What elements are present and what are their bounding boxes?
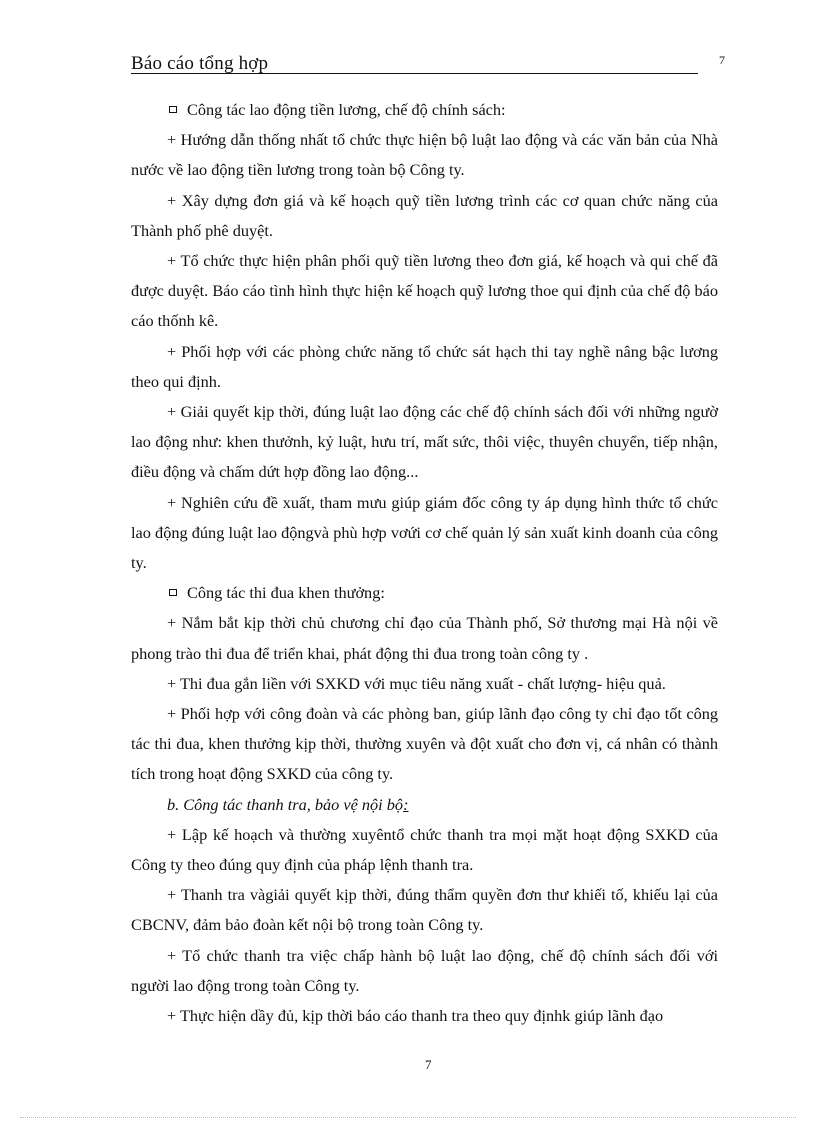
square-bullet-icon [169,106,177,113]
paragraph: + Lập kế hoạch và thường xuyêntổ chức thanh tra mọi mặt hoạt động SXKD của Công ty theo đúng quy định của pháp lệnh thanh tra. [131,824,718,875]
header-title: Báo cáo tổng hợp [131,53,269,74]
paragraph: + Phối hợp với các phòng chức năng tổ chức sát hạch thi tay nghề nâng bậc lương theo qui định. [131,341,718,391]
page-bottom-divider [20,1117,796,1118]
paragraph: + Thi đua gắn liền với SXKD với mục tiêu năng xuất - chất lượng- hiệu quả. [167,673,666,693]
bullet-item-labor [131,95,718,125]
paragraph: + Hướng dẫn thống nhất tổ chức thực hiện bộ luật lao động và các văn bản của Nhà nước về lao động tiền lương trong toàn bộ Công ty. [131,130,718,180]
section-heading-text: b. Công tác thanh tra, bảo vệ nội bộ [167,794,404,814]
bullet-item-label: Công tác lao động tiền lương, chế độ chính sách: [187,100,506,119]
section-heading-b [131,790,718,820]
paragraph: + Phối hợp với công đoàn và các phòng ban, giúp lãnh đạo công ty chỉ đạo tốt công tác thi đua, khen thưởng kịp thời, thường xuyên và đột xuất cho đơn vị, cá nhân có thành tích trong hoạt động SXKD của công ty. [131,704,718,784]
header-page-number: 7 [719,53,725,67]
paragraph: + Thanh tra vàgiải quyết kịp thời, đúng thẩm quyền đơn thư khiếi tố, khiếu lại của CBCNV, đảm bảo đoàn kết nội bộ trong toàn Công ty. [131,885,718,935]
header-rule [131,73,698,74]
bullet-item-emulation [131,578,718,608]
paragraph: + Nắm bắt kịp thời chủ chương chỉ đạo của Thành phố, Sở thương mại Hà nội về phong trào thi đua để triển khai, phát động thi đua trong toàn công ty . [131,613,718,663]
paragraph: + Nghiên cứu đề xuất, tham mưu giúp giám đốc công ty áp dụng hình thức tổ chức lao động đúng luật lao độngvà phù hợp vơứi cơ chế quản lý sản xuất kinh doanh của công ty. [131,492,718,573]
paragraph: + Giải quyết kịp thời, đúng luật lao động các chế độ chính sách đối với những ngườ lao động như: khen thưởnh, kỷ luật, hưu trí, mất sức, thôi việc, thuyên chuyển, tiếp nhận, điều động và chấm dứt hợp đồng lao động... [131,402,718,482]
square-bullet-icon [169,589,177,596]
document-body [131,95,718,1031]
footer-page-number: 7 [425,1057,432,1072]
paragraph: + Xây dựng đơn giá và kế hoạch quỹ tiền lương trình các cơ quan chức năng của Thành phố phê duyệt. [131,190,718,240]
paragraph: + Tổ chức thanh tra việc chấp hành bộ luật lao động, chế độ chính sách đối với người lao động trong toàn Công ty. [131,945,718,995]
paragraph: + Tổ chức thực hiện phân phối quỹ tiền lương theo đơn giá, kế hoạch và qui chế đã được duyệt. Báo cáo tình hình thực hiện kế hoạch quỹ lương thoe qui định của chế độ báo cáo thốnh kê. [131,251,718,331]
paragraph: + Thực hiện dầy đủ, kịp thời báo cáo thanh tra theo quy địnhk giúp lãnh đạo [167,1006,664,1026]
bullet-item-label: Công tác thi đua khen thưởng: [187,583,385,603]
section-heading-colon: : [403,794,409,814]
